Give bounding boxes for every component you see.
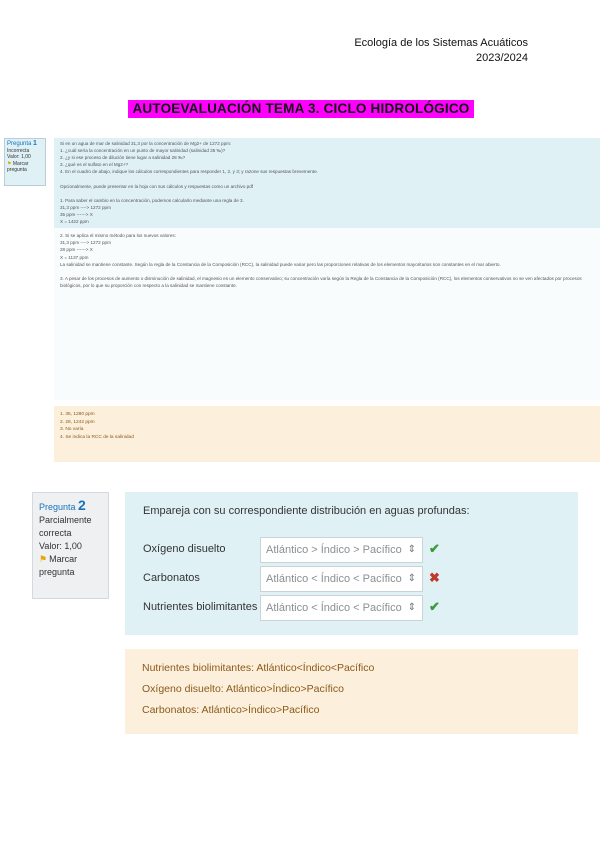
match-select[interactable]: Atlántico > Índico > Pacífico ⇕: [260, 537, 423, 563]
answer-line: 1. Para saber el cambio en la concentración, podemos calcularlo mediante una regla de 3.: [60, 197, 244, 203]
question-1-feedback: [54, 406, 600, 462]
document-header: [354, 36, 528, 66]
feedback-line: 2. 28, 1242 ppm: [60, 419, 95, 425]
flag-question-2-button[interactable]: ⚑ Marcar pregunta: [39, 554, 78, 577]
intro-line: 4. En el cuadro de abajo, indique los cálculos correspondientes para responder 1, 2, y 3; y razone sus respuestas brevemente.: [60, 169, 318, 175]
answer-line: X = 1422 ppm: [60, 219, 89, 225]
academic-year: 2023/2024: [476, 52, 528, 64]
answer-line: 2. Si se aplica el mismo método para los nuevos valores:: [60, 233, 176, 239]
flag-icon: ⚑: [39, 554, 48, 564]
intro-line: Si en un agua de mar de salinidad 31,3 por la concentración de Mg2+ de 1272 ppm:: [60, 141, 232, 146]
feedback-line: 4. Se indica la RCC de la salinidad: [60, 434, 134, 440]
match-label: Carbonatos: [143, 572, 200, 584]
answer-line: X = 1137 ppm: [60, 254, 89, 260]
flag-icon: ⚑: [7, 160, 12, 167]
answer-line: 31,3 ppm ----> 1272 ppm: [60, 204, 111, 210]
select-arrows-icon: ⇕: [407, 573, 416, 584]
question-2-feedback: [125, 649, 578, 734]
answer-line: 28 ppm ------> X: [60, 247, 93, 253]
question-1-content: [60, 140, 596, 289]
question-1-number: Pregunta 1: [7, 140, 37, 147]
match-label: Nutrientes biolimitantes: [143, 601, 258, 613]
optional-note: Opcionalmente, puede presentar en la hoja con sus cálculos y respuestas como un archivo pdf: [60, 183, 254, 189]
question-2-prompt: Empareja con su correspondiente distribución en aguas profundas:: [143, 505, 470, 517]
correct-check-icon: ✔: [429, 599, 440, 614]
match-select[interactable]: Atlántico < Índico < Pacífico ⇕: [260, 595, 423, 621]
question-2-state: Parcialmente correcta: [39, 515, 92, 538]
question-2-score: Valor: 1,00: [39, 541, 82, 551]
question-2-number: Pregunta 2: [39, 497, 86, 513]
correct-check-icon: ✔: [429, 541, 440, 556]
question-1-info: [4, 138, 46, 186]
match-row-carbonates: [143, 566, 573, 594]
course-name: Ecología de los Sistemas Acuáticos: [354, 37, 528, 49]
match-label: Oxígeno disuelto: [143, 543, 226, 555]
select-arrows-icon: ⇕: [407, 544, 416, 555]
match-select[interactable]: Atlántico < Índico < Pacífico ⇕: [260, 566, 423, 592]
answer-line: 31,3 ppm ----> 1272 ppm: [60, 240, 111, 246]
flag-question-1-button[interactable]: ⚑ Marcar pregunta: [7, 160, 29, 173]
feedback-line: 3. No varía: [60, 427, 84, 433]
intro-line: 1. ¿cuál sería la concentración en un punto de mayor salinidad (salinidad 35 ‰)?: [60, 148, 226, 154]
select-arrows-icon: ⇕: [407, 602, 416, 613]
answer-line: 3. A pesar de los procesos de aumento o disminución de salinidad, el magnesio es un elemento conservativo; su concentración varía según la Regla de la Constancia de la Composición (RCC), los elementos conservativos no se ven afectados por procesos biológicos, por lo que su proporción con respecto a la salinidad se mantiene constante.: [60, 275, 582, 288]
match-row-oxygen: [143, 537, 573, 565]
answer-line: La salinidad se mantiene constante. Según la regla de la Constancia de la Composición (RCC), la salinidad puede variar pero las proporciones relativas de los elementos mayoritarios son constantes en el mar abierto.: [60, 261, 501, 267]
match-row-nutrients: [143, 595, 573, 623]
intro-line: 2. ¿y si ese proceso de dilución tiene lugar a salinidad 28 ‰?: [60, 155, 186, 161]
intro-line: 3. ¿qué es el sulfato en el Mg2+?: [60, 162, 129, 168]
question-1-state: Incorrecta: [7, 147, 30, 154]
feedback-line: Carbonatos: Atlántico>Índico>Pacífico: [142, 704, 320, 716]
feedback-line: Nutrientes biolimitantes: Atlántico<Índico<Pacífico: [142, 662, 375, 674]
incorrect-cross-icon: ✖: [429, 570, 440, 585]
question-2-info: [32, 492, 109, 599]
question-1-score: Valor: 1,00: [7, 154, 31, 160]
feedback-line: Oxígeno disuelto: Atlántico>Índico>Pacífico: [142, 683, 344, 695]
answer-line: 35 ppm ------> X: [60, 211, 93, 217]
feedback-line: 1. 35, 1280 ppm: [60, 412, 95, 417]
page-title: AUTOEVALUACIÓN TEMA 3. CICLO HIDROLÓGICO: [128, 100, 474, 118]
